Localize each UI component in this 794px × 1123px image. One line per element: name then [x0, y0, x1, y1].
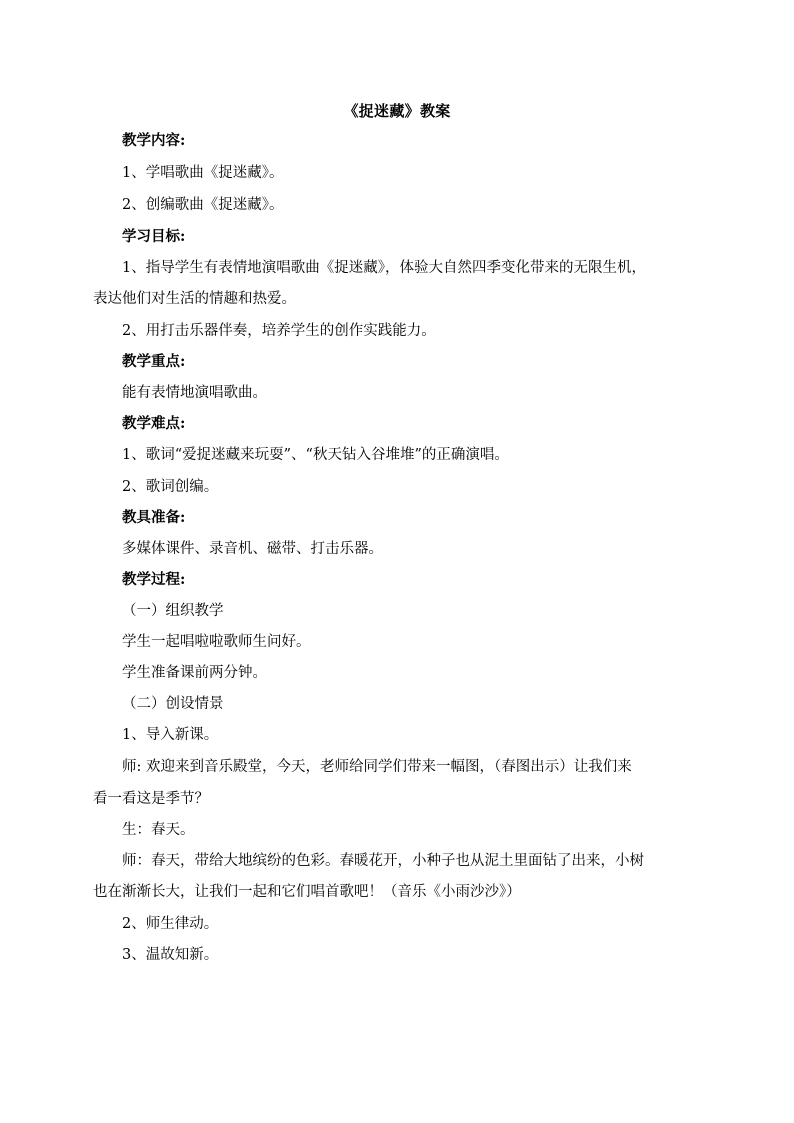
content-item-2: 2、创编歌曲《捉迷藏》。	[122, 197, 284, 213]
section-heading-difficulties: 教学难点:	[122, 415, 186, 432]
step-2-item-2: 2、师生律动。	[122, 916, 219, 932]
step-1-title: （一）组织教学	[122, 603, 224, 619]
tools-text: 多媒体课件、录音机、磁带、打击乐器。	[122, 541, 383, 557]
section-heading-key-points: 教学重点:	[122, 353, 186, 370]
key-point-text: 能有表情地演唱歌曲。	[122, 385, 267, 401]
step-2-item-1: 1、导入新课。	[122, 727, 219, 743]
section-heading-process: 教学过程:	[122, 571, 186, 588]
student-1: 生：春天。	[122, 822, 195, 838]
teacher-1-line-2: 看一看这是季节？	[93, 791, 209, 807]
goal-1-line-2: 表达他们对生活的情趣和热爱。	[93, 291, 296, 307]
teacher-2-line-1: 师：春天，带给大地缤纷的色彩。春暖花开，小种子也从泥土里面钻了出来，小树	[122, 853, 644, 869]
content-item-1: 1、学唱歌曲《捉迷藏》。	[122, 165, 284, 181]
teacher-2-line-2: 也在渐渐长大，让我们一起和它们唱首歌吧！（音乐《小雨沙沙》）	[93, 884, 521, 900]
step-2-item-3: 3、温故知新。	[122, 947, 219, 963]
step-2-title: （二）创设情景	[122, 696, 224, 712]
document-title: 《捉迷藏》教案	[343, 102, 451, 120]
step-1-line-1: 学生一起唱啦啦歌师生问好。	[122, 634, 311, 650]
difficulty-2: 2、歌词创编。	[122, 479, 219, 495]
difficulty-1: 1、歌词“爱捉迷藏来玩耍”、“秋天钻入谷堆堆”的正确演唱。	[122, 447, 509, 463]
step-1-line-2: 学生准备课前两分钟。	[122, 665, 267, 681]
section-heading-tools: 教具准备:	[122, 509, 186, 526]
goal-2: 2、用打击乐器伴奏，培养学生的创作实践能力。	[122, 323, 436, 339]
goal-1-line-1: 1、指导学生有表情地演唱歌曲《捉迷藏》，体验大自然四季变化带来的无限生机，	[122, 260, 646, 276]
section-heading-goals: 学习目标:	[122, 228, 186, 245]
teacher-1-line-1: 师: 欢迎来到音乐殿堂，今天，老师给同学们带来一幅图，（春图出示）让我们来	[122, 759, 632, 775]
section-heading-content: 教学内容:	[122, 132, 186, 149]
